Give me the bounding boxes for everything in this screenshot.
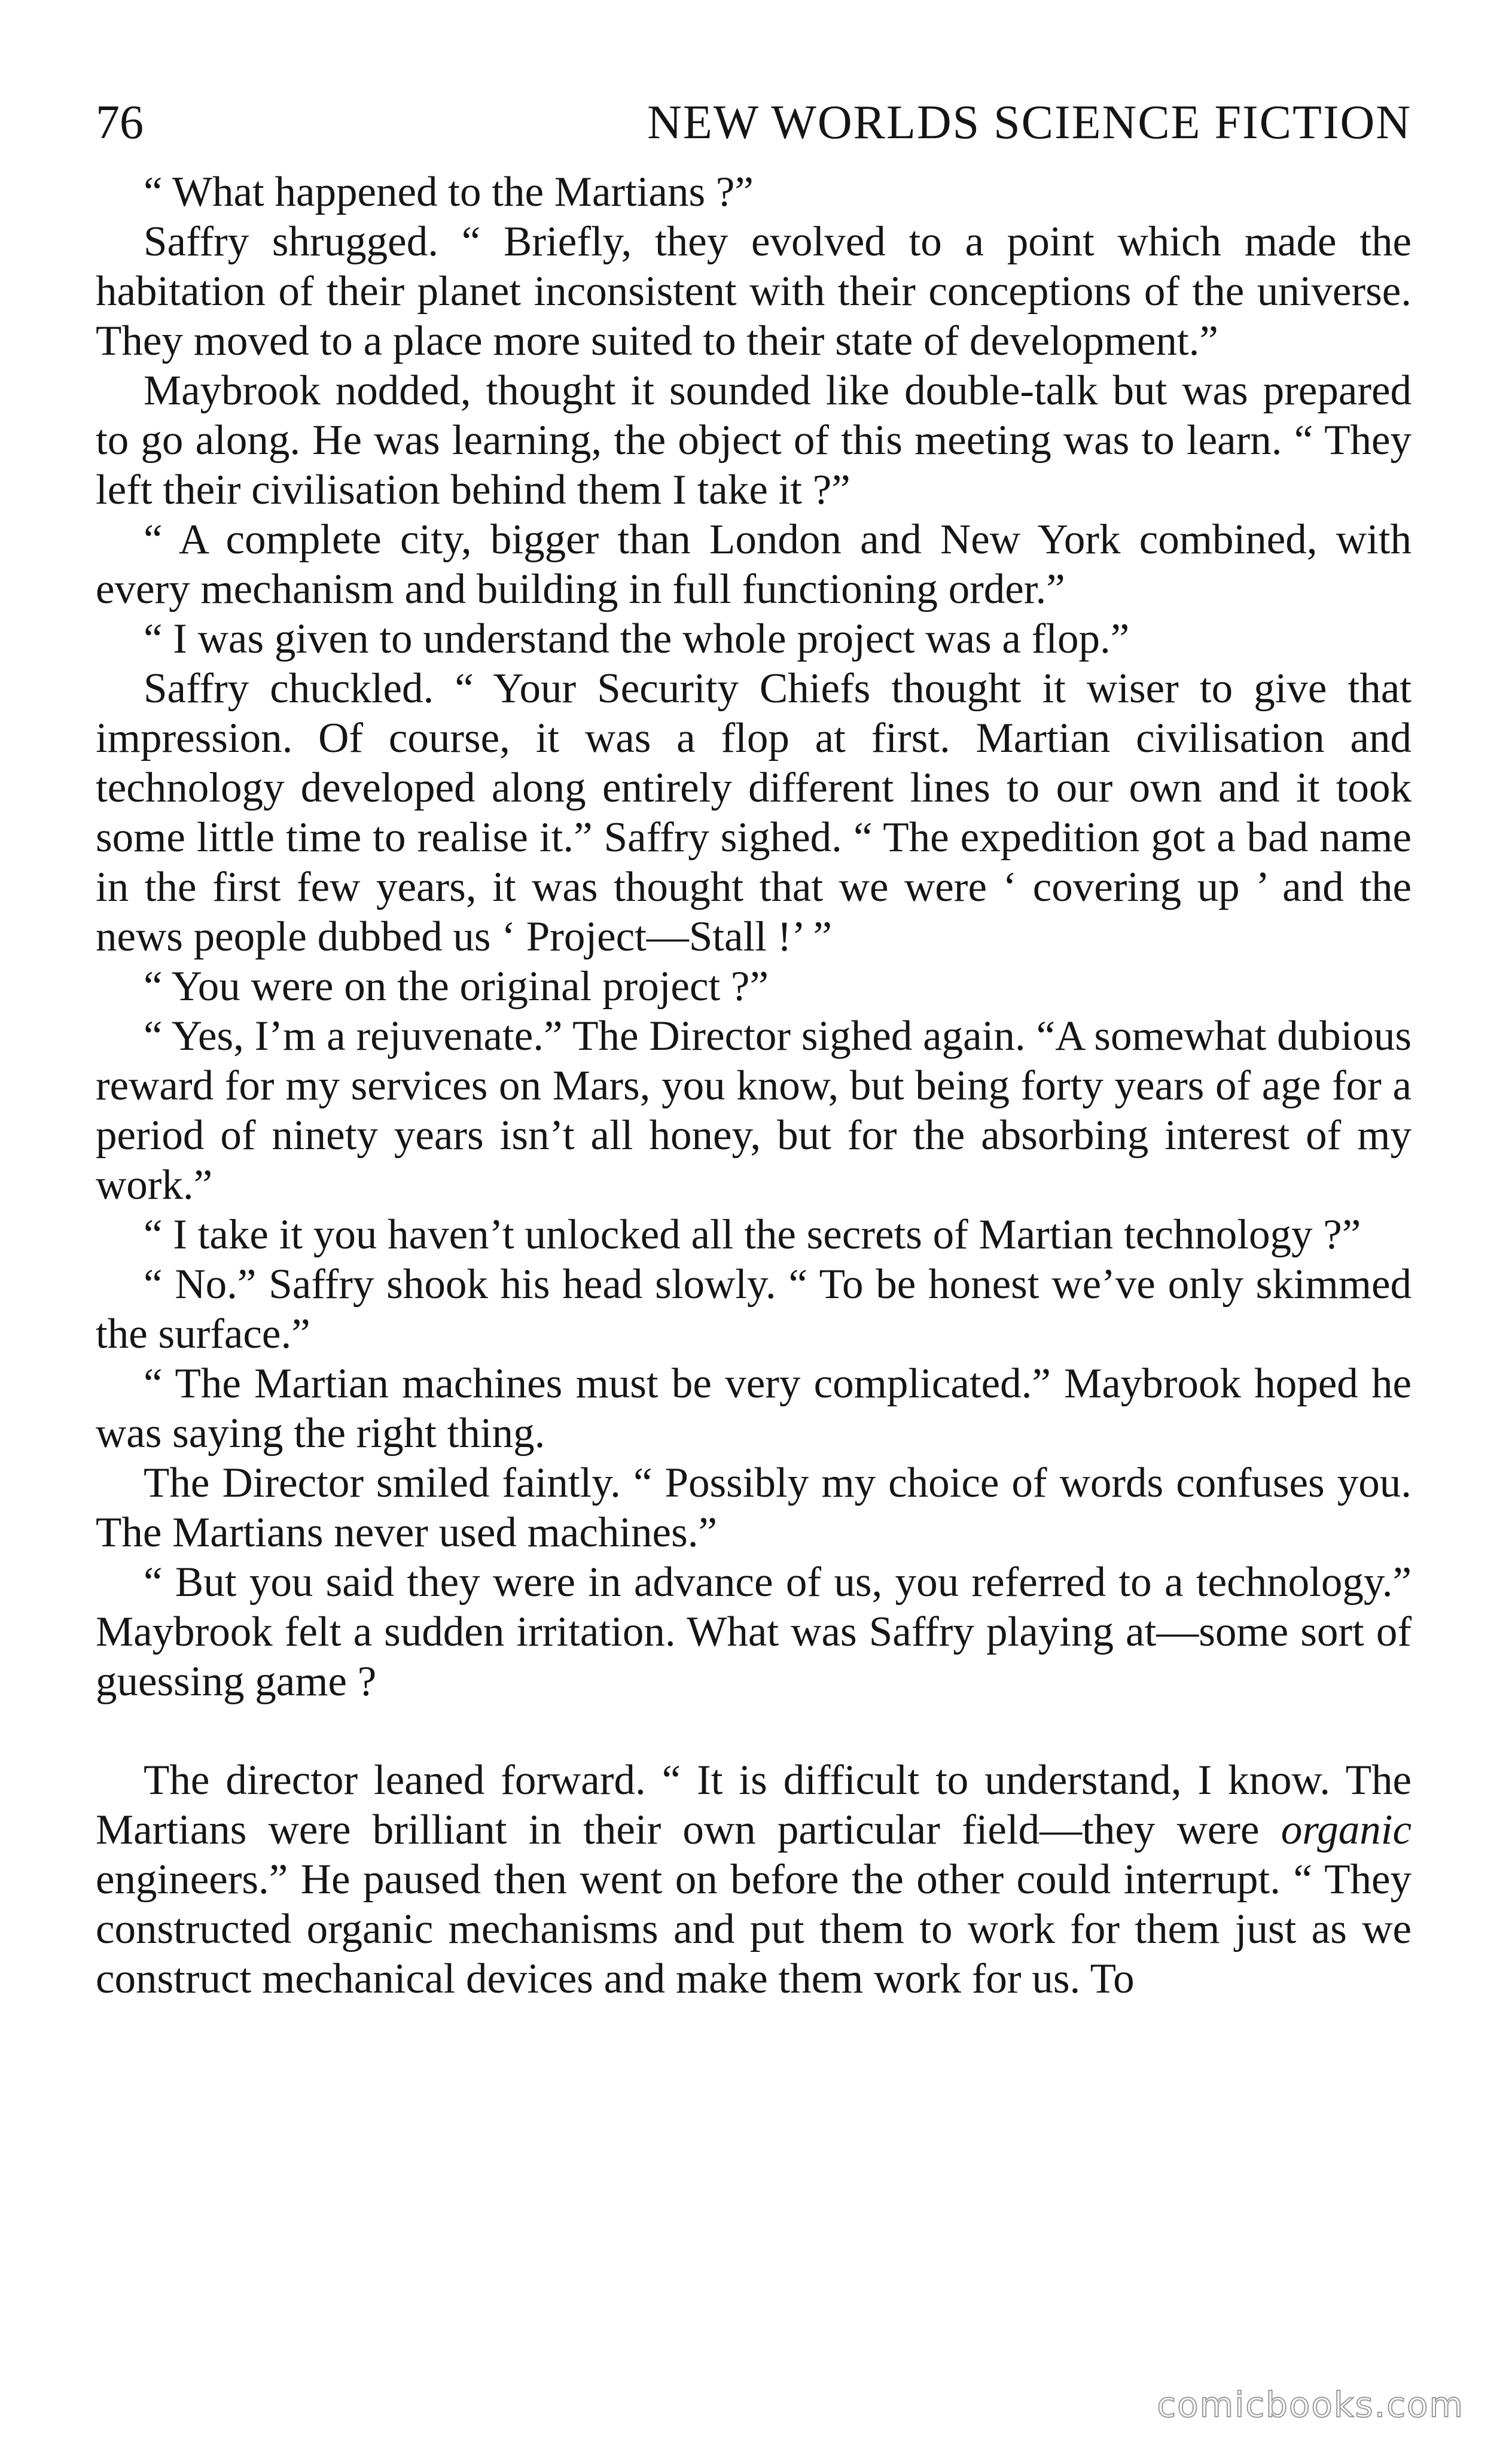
body-text — [96, 167, 1412, 2004]
paragraph: “ I was given to understand the whole project was a flop.” — [144, 616, 1130, 662]
emphasis-organic: organic — [1281, 1807, 1412, 1853]
paragraph: Saffry chuckled. “ Your Security Chiefs thought it wiser to give that impression. Of course, it was a flop at first. Martian civilisation and technology developed along entirely different lines to our own and it took some little time to realise it.” Saffry sighed. “ The expedition got a bad name in the first few years, it was thought that we were ‘ covering up ’ and the news people dubbed us ‘ Project—Stall !’ ” — [96, 665, 1412, 960]
final-paragraph-after: engineers.” He paused then went on before the other could interrupt. “ They constructed organic mechanisms and put them to work for them just as we construct mechanical devices and make them work for us. To — [96, 1856, 1412, 2002]
section-break — [96, 1707, 1412, 1756]
paragraph: The Director smiled faintly. “ Possibly my choice of words confuses you. The Martians never used machines.” — [96, 1460, 1412, 1556]
running-title: NEW WORLDS SCIENCE FICTION — [647, 96, 1412, 149]
paragraph: “ You were on the original project ?” — [144, 963, 769, 1010]
paragraph: Maybrook nodded, thought it sounded like double-talk but was prepared to go along. He was learning, the object of this meeting was to learn. “ They left their civilisation behind them I take it ?” — [96, 367, 1412, 513]
final-paragraph — [96, 1756, 1412, 2004]
watermark-logo: comicbooks.com — [1157, 2384, 1464, 2425]
paragraph: “ The Martian machines must be very complicated.” Maybrook hoped he was saying the right thing. — [96, 1360, 1412, 1457]
final-paragraph-before: The director leaned forward. “ It is difficult to understand, I know. The Martians were brilliant in their own particular field—they were — [96, 1757, 1412, 1853]
paragraph: Saffry shrugged. “ Briefly, they evolved to a point which made the habitation of their planet inconsistent with their conceptions of the universe. They moved to a place more suited to their state of development.” — [96, 218, 1412, 364]
paragraph: “ Yes, I’m a rejuvenate.” The Director sighed again. “A somewhat dubious reward for my services on Mars, you know, but being forty years of age for a period of ninety years isn’t all honey, but for the absorbing interest of my work.” — [96, 1013, 1412, 1208]
book-page — [96, 90, 1412, 2363]
running-header — [96, 90, 1412, 156]
paragraph: “ No.” Saffry shook his head slowly. “ To be honest we’ve only skimmed the surface.” — [96, 1261, 1412, 1357]
paragraph: “ But you said they were in advance of us, you referred to a technology.” Maybrook felt a sudden irritation. What was Saffry playing at—some sort of guessing game ? — [96, 1559, 1412, 1705]
paragraph: “ What happened to the Martians ?” — [144, 169, 754, 215]
paragraph: “ A complete city, bigger than London and New York combined, with every mechanism and building in full functioning order.” — [96, 516, 1412, 613]
paragraph: “ I take it you haven’t unlocked all the secrets of Martian technology ?” — [144, 1211, 1361, 1258]
page-number: 76 — [96, 96, 144, 149]
